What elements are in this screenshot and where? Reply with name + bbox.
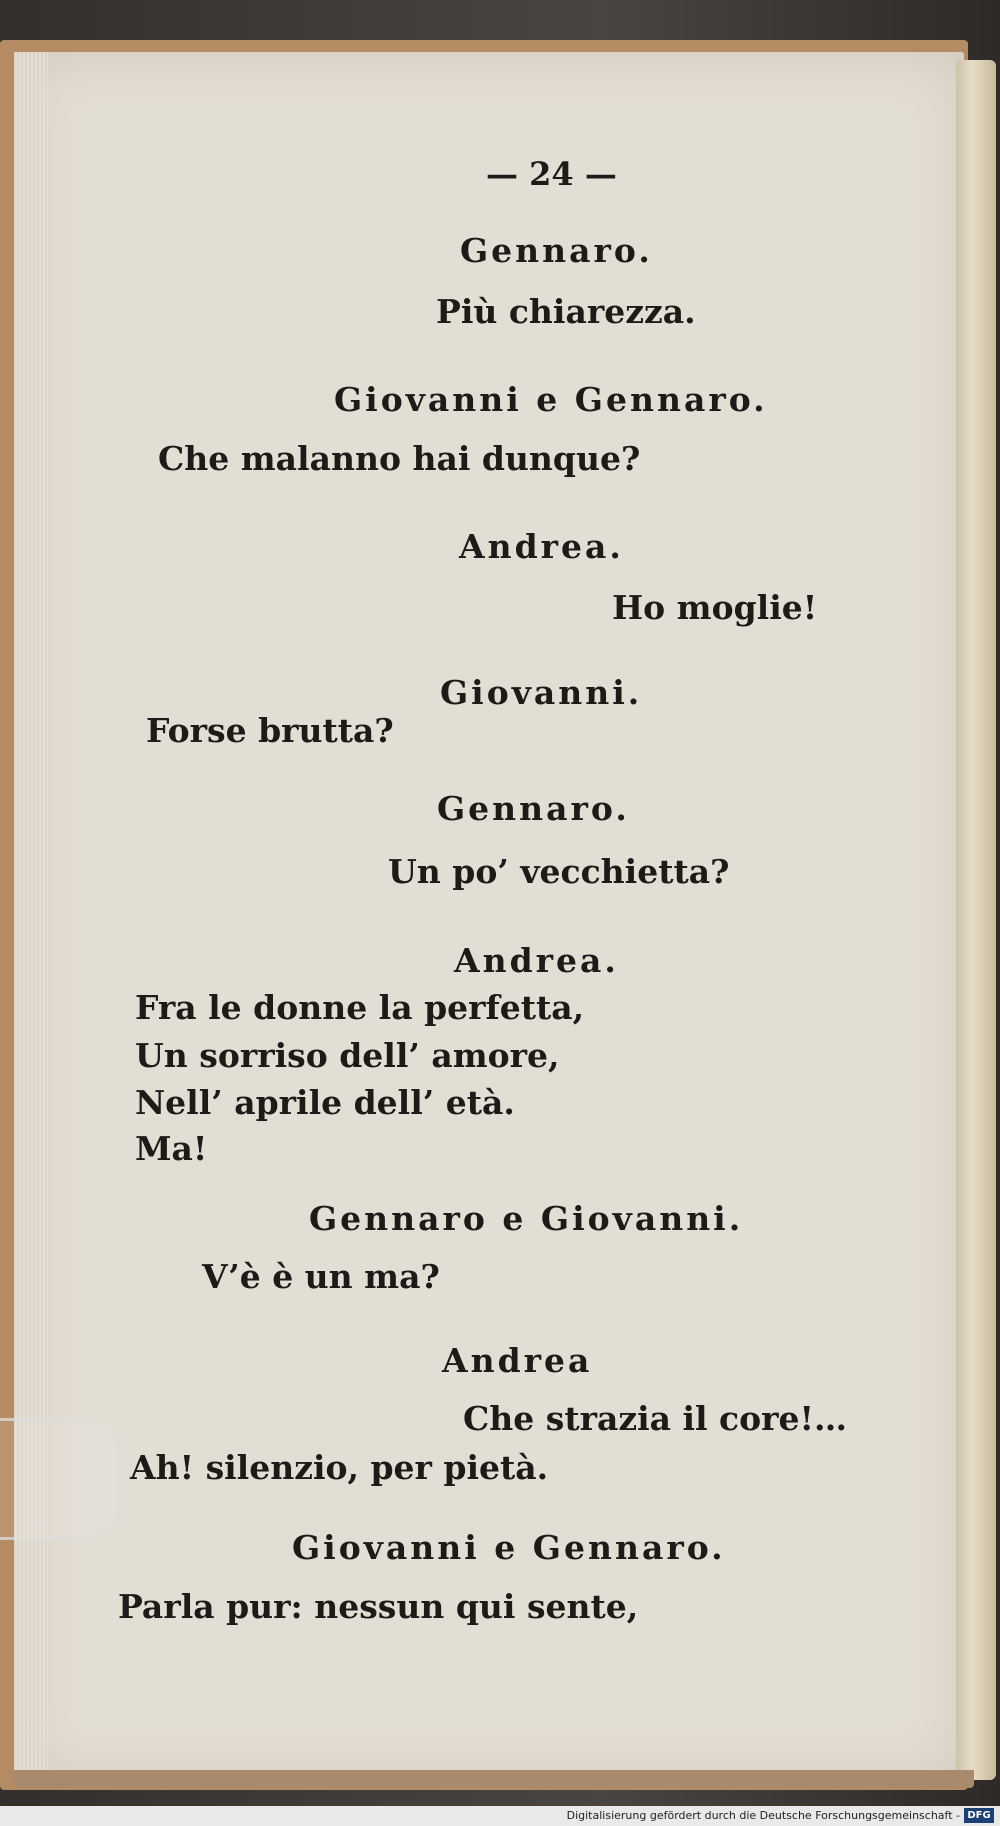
verse-line: Che malanno hai dunque? <box>158 439 641 478</box>
speaker-name: Andrea. <box>459 527 624 566</box>
digitization-credit: Digitalisierung gefördert durch die Deutsche Forschungsgemeinschaft - <box>566 1809 960 1822</box>
speaker-name: Andrea. <box>454 941 619 980</box>
dfg-logo: DFG <box>964 1808 994 1823</box>
verse-line: Che strazia il core!… <box>463 1399 848 1438</box>
speaker-name: Giovanni e Gennaro. <box>292 1528 726 1567</box>
facing-page-edge <box>956 60 996 1780</box>
verse-line: Un sorriso dell’ amore, <box>135 1036 560 1075</box>
speaker-name: Giovanni e Gennaro. <box>334 380 768 419</box>
verse-line: Forse brutta? <box>146 711 394 750</box>
speaker-name: Gennaro. <box>460 231 653 270</box>
verse-line: Ho moglie! <box>612 588 818 627</box>
verse-line: Fra le donne la perfetta, <box>135 988 585 1027</box>
verse-line: Un po’ vecchietta? <box>388 852 730 891</box>
page-clip <box>0 1418 121 1540</box>
book-bottom-edge <box>14 1770 974 1788</box>
speaker-name: Giovanni. <box>440 673 643 712</box>
speaker-name: Gennaro e Giovanni. <box>309 1199 744 1238</box>
verse-line: Parla pur: nessun qui sente, <box>118 1587 639 1626</box>
verse-line: Nell’ aprile dell’ età. <box>135 1083 515 1122</box>
verse-line: Più chiarezza. <box>436 292 696 331</box>
page-number: — 24 — <box>486 155 617 193</box>
speaker-name: Gennaro. <box>437 789 630 828</box>
verse-line: Ma! <box>135 1129 208 1168</box>
verse-line: V’è è un ma? <box>202 1257 440 1296</box>
speaker-name: Andrea <box>442 1341 593 1380</box>
verse-line: Ah! silenzio, per pietà. <box>130 1448 549 1487</box>
